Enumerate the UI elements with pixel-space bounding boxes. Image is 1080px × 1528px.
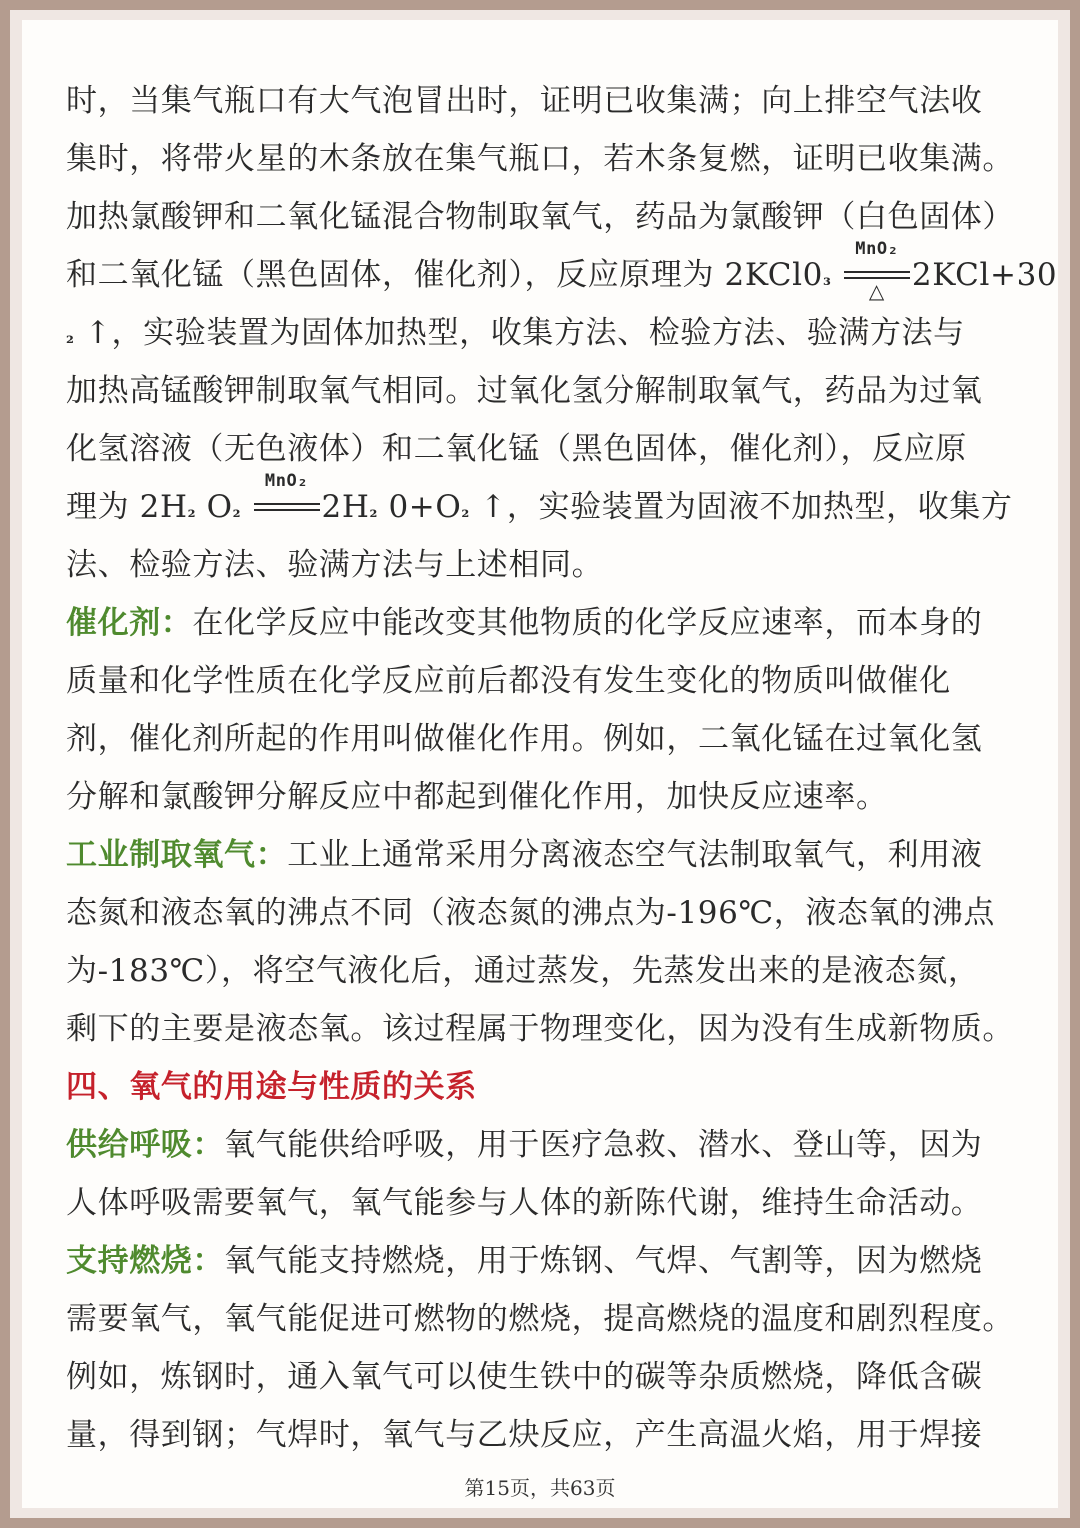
- text-line: 量，得到钢；气焊时，氧气与乙炔反应，产生高温火焰，用于焊接: [66, 1417, 983, 1453]
- text-segment: 在化学反应中能改变其他物质的化学反应速率，而本身的: [192, 605, 983, 641]
- text-line-formula-2: [66, 471, 1016, 536]
- reaction-arrow-2: [254, 471, 320, 517]
- text-segment: ↑，实验装置为固液不加热型，收集方: [469, 489, 1013, 525]
- text-line: 时，当集气瓶口有大气泡冒出时，证明已收集满；向上排空气法收: [66, 83, 983, 119]
- text-line: 化氢溶液（无色液体）和二氧化锰（黑色固体，催化剂），反应原: [66, 431, 967, 467]
- page-number: 第15页，共63页: [464, 1476, 616, 1500]
- text-segment: 0+O: [377, 489, 462, 525]
- text-line-formula-1: [66, 239, 1058, 304]
- text-segment: 2H: [321, 489, 370, 525]
- term-heading-catalyst: 催化剂：: [66, 605, 193, 641]
- subscript: ₂: [232, 501, 242, 522]
- section-heading: 四、氧气的用途与性质的关系: [66, 1069, 477, 1105]
- text-line: [66, 594, 1016, 652]
- text-line: 剩下的主要是液态氧。该过程属于物理变化，因为没有生成新物质。: [66, 1011, 1014, 1047]
- text-line: [66, 304, 1016, 362]
- subscript: ₂: [369, 501, 378, 522]
- subscript: ₂: [461, 501, 470, 522]
- text-segment: 理为 2H: [66, 489, 188, 525]
- text-segment: 氧气能供给呼吸，用于医疗急救、潜水、登山等，因为: [224, 1127, 983, 1163]
- text-line: 法、检验方法、验满方法与上述相同。: [66, 547, 604, 583]
- text-line: [66, 826, 1016, 884]
- text-line: [66, 1116, 1016, 1174]
- text-line: 加热氯酸钾和二氧化锰混合物制取氧气，药品为氯酸钾（白色固体）: [66, 199, 1014, 235]
- heat-symbol: △: [868, 279, 885, 303]
- text-line: [66, 1232, 1016, 1290]
- text-line: 集时，将带火星的木条放在集气瓶口，若木条复燃，证明已收集满。: [66, 141, 1014, 177]
- document-body: [66, 72, 1058, 1464]
- text-segment: 2KCl+30: [911, 257, 1058, 293]
- text-segment: 和二氧化锰（黑色固体，催化剂），反应原理为 2KCl0: [66, 257, 823, 293]
- reaction-arrow-1: [844, 239, 910, 303]
- text-line: 质量和化学性质在化学反应前后都没有发生变化的物质叫做催化: [66, 663, 951, 699]
- text-line: 剂，催化剂所起的作用叫做催化作用。例如，二氧化锰在过氧化氢: [66, 721, 983, 757]
- text-line: 人体呼吸需要氧气，氧气能参与人体的新陈代谢，维持生命活动。: [66, 1185, 983, 1221]
- text-segment: 氧气能支持燃烧，用于炼钢、气焊、气割等，因为燃烧: [224, 1243, 983, 1279]
- catalyst-label: MnO₂: [855, 239, 899, 259]
- catalyst-label: MnO₂: [264, 471, 309, 491]
- text-line: 例如，炼钢时，通入氧气可以使生铁中的碳等杂质燃烧，降低含碳: [66, 1359, 983, 1395]
- term-heading-industrial: 工业制取氧气：: [66, 837, 288, 873]
- term-heading-respiration: 供给呼吸：: [66, 1127, 224, 1163]
- text-segment: O: [196, 489, 233, 525]
- text-line: 为-183℃），将空气液化后，通过蒸发，先蒸发出来的是液态氮，: [66, 953, 980, 989]
- text-line: 需要氧气，氧气能促进可燃物的燃烧，提高燃烧的温度和剧烈程度。: [66, 1301, 1014, 1337]
- term-heading-combustion: 支持燃烧：: [66, 1243, 224, 1279]
- text-line: 分解和氯酸钾分解反应中都起到催化作用，加快反应速率。: [66, 779, 888, 815]
- subscript: ₃: [822, 269, 832, 290]
- subscript: ₂: [66, 327, 75, 348]
- text-segment: 工业上通常采用分离液态空气法制取氧气，利用液: [287, 837, 983, 873]
- text-line: 加热高锰酸钾制取氧气相同。过氧化氢分解制取氧气，药品为过氧: [66, 373, 983, 409]
- subscript: ₂: [187, 501, 197, 522]
- text-segment: ↑，实验装置为固体加热型，收集方法、检验方法、验满方法与: [74, 315, 965, 351]
- text-line: 态氮和液态氧的沸点不同（液态氮的沸点为-196℃，液态氧的沸点: [66, 895, 995, 931]
